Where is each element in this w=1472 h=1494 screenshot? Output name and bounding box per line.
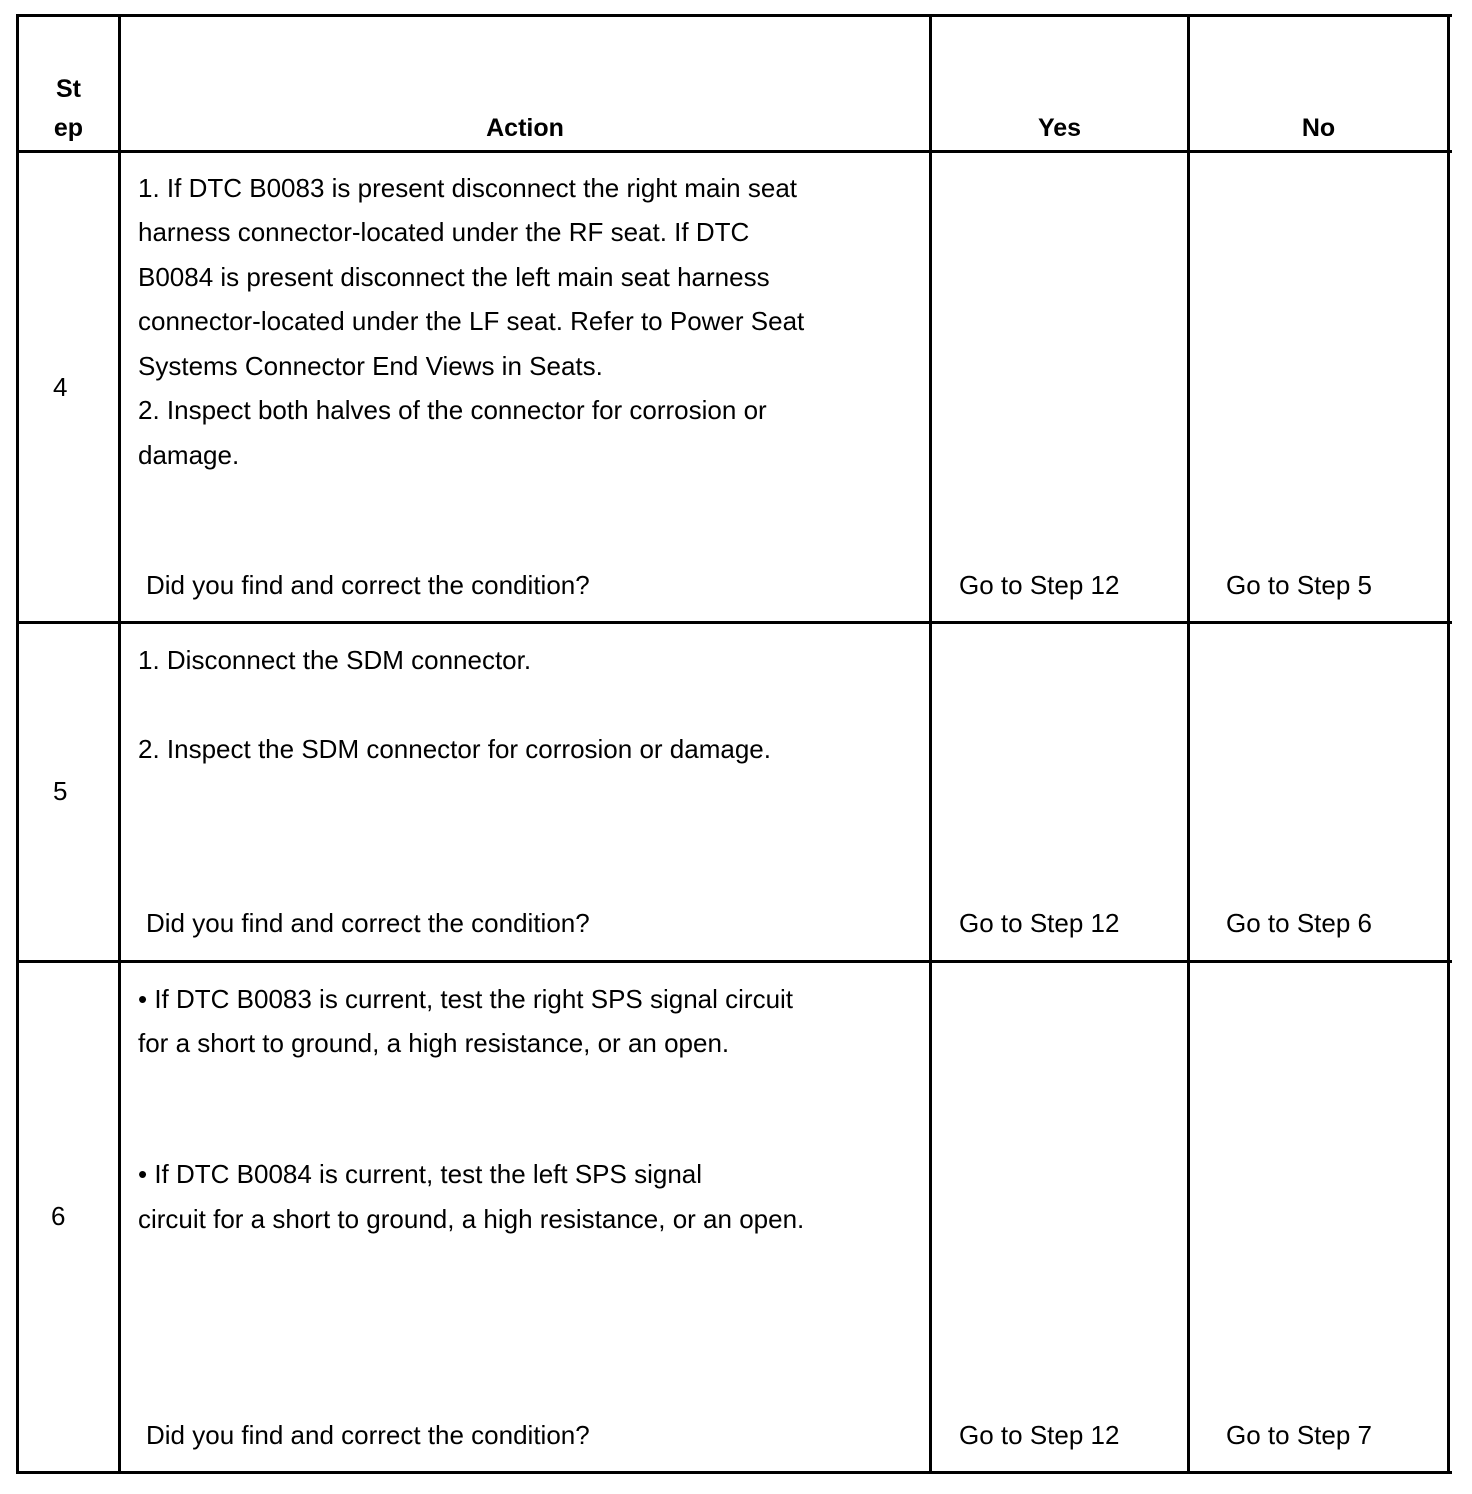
step-number: 5 [53,776,68,806]
question: Did you find and correct the condition? [146,570,590,600]
column-divider [929,14,932,1474]
row-divider [16,960,1452,963]
step-number: 6 [51,1201,66,1231]
header-yes: Yes [1037,114,1082,142]
yes-result: Go to Step 12 [959,570,1120,600]
action-line: B0084 is present disconnect the left main seat harness [138,262,770,292]
table-border-top [16,14,1452,17]
action-line: 2. Inspect the SDM connector for corrosion or damage. [138,734,771,764]
header-action: Action [486,114,564,142]
no-result: Go to Step 5 [1226,570,1372,600]
question: Did you find and correct the condition? [146,908,590,938]
yes-result: Go to Step 12 [959,1420,1120,1450]
action-line: • If DTC B0083 is current, test the right SPS signal circuit [138,984,794,1014]
no-result: Go to Step 7 [1226,1420,1372,1450]
yes-result: Go to Step 12 [959,908,1120,938]
action-line: circuit for a short to ground, a high resistance, or an open. [138,1204,805,1234]
header-step-line1: St [56,75,81,103]
question: Did you find and correct the condition? [146,1420,590,1450]
no-result: Go to Step 6 [1226,908,1372,938]
table-border-right [1447,14,1450,1474]
action-line: 1. Disconnect the SDM connector. [138,645,532,675]
action-line: damage. [138,440,240,470]
action-line: Systems Connector End Views in Seats. [138,351,603,381]
action-line: • If DTC B0084 is current, test the left SPS signal [138,1159,703,1189]
header-no: No [1301,114,1336,142]
header-step-line2: ep [53,114,84,142]
table-border-bottom [16,1471,1452,1474]
column-divider [1187,14,1190,1474]
step-number: 4 [53,372,68,402]
action-line: 2. Inspect both halves of the connector for corrosion or [138,395,767,425]
action-line: 1. If DTC B0083 is present disconnect the right main seat [138,173,798,203]
row-divider [16,621,1452,624]
table-header-divider [16,150,1452,153]
action-line: connector-located under the LF seat. Refer to Power Seat [138,306,805,336]
table-border-left [16,14,19,1474]
action-line: harness connector-located under the RF seat. If DTC [138,217,750,247]
column-divider [118,14,121,1474]
action-line: for a short to ground, a high resistance, or an open. [138,1028,730,1058]
